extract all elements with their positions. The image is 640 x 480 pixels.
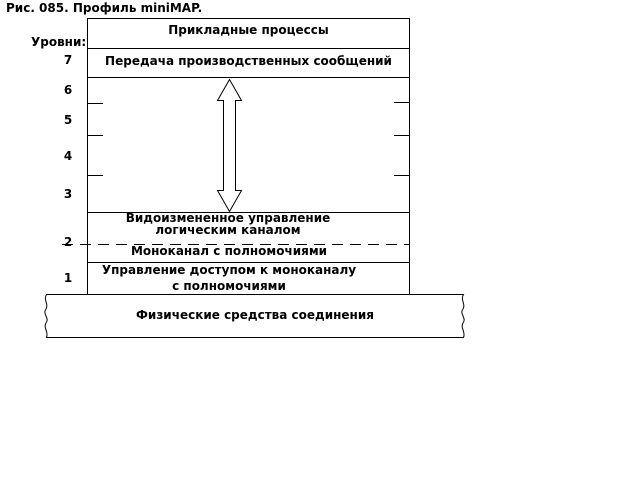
layer-7-messaging: Передача производственных сообщений bbox=[105, 54, 392, 68]
physical-medium-label: Физические средства соединения bbox=[136, 308, 374, 322]
layer-token-bus: Моноканал с полномочиями bbox=[130, 244, 328, 258]
layer-mac-line2: с полномочиями bbox=[172, 279, 286, 293]
layer-mac-line1: Управление доступом к моноканалу bbox=[101, 263, 357, 277]
double-arrow-icon bbox=[218, 80, 242, 212]
layer-application-processes: Прикладные процессы bbox=[168, 23, 329, 37]
level-label-4: 4 bbox=[63, 149, 73, 163]
layer-llc-line2: логическим каналом bbox=[155, 223, 301, 237]
level-label-5: 5 bbox=[63, 113, 73, 127]
level-label-6: 6 bbox=[63, 83, 73, 97]
figure-caption: Рис. 085. Профиль miniMAP. bbox=[6, 1, 203, 15]
layer-llc-line1: Видоизмененное управление bbox=[125, 211, 331, 225]
level-label-2: 2 bbox=[63, 235, 73, 249]
level-label-7: 7 bbox=[63, 53, 73, 67]
levels-title: Уровни: bbox=[31, 35, 87, 49]
level-label-3: 3 bbox=[63, 187, 73, 201]
level-label-1: 1 bbox=[63, 271, 73, 285]
